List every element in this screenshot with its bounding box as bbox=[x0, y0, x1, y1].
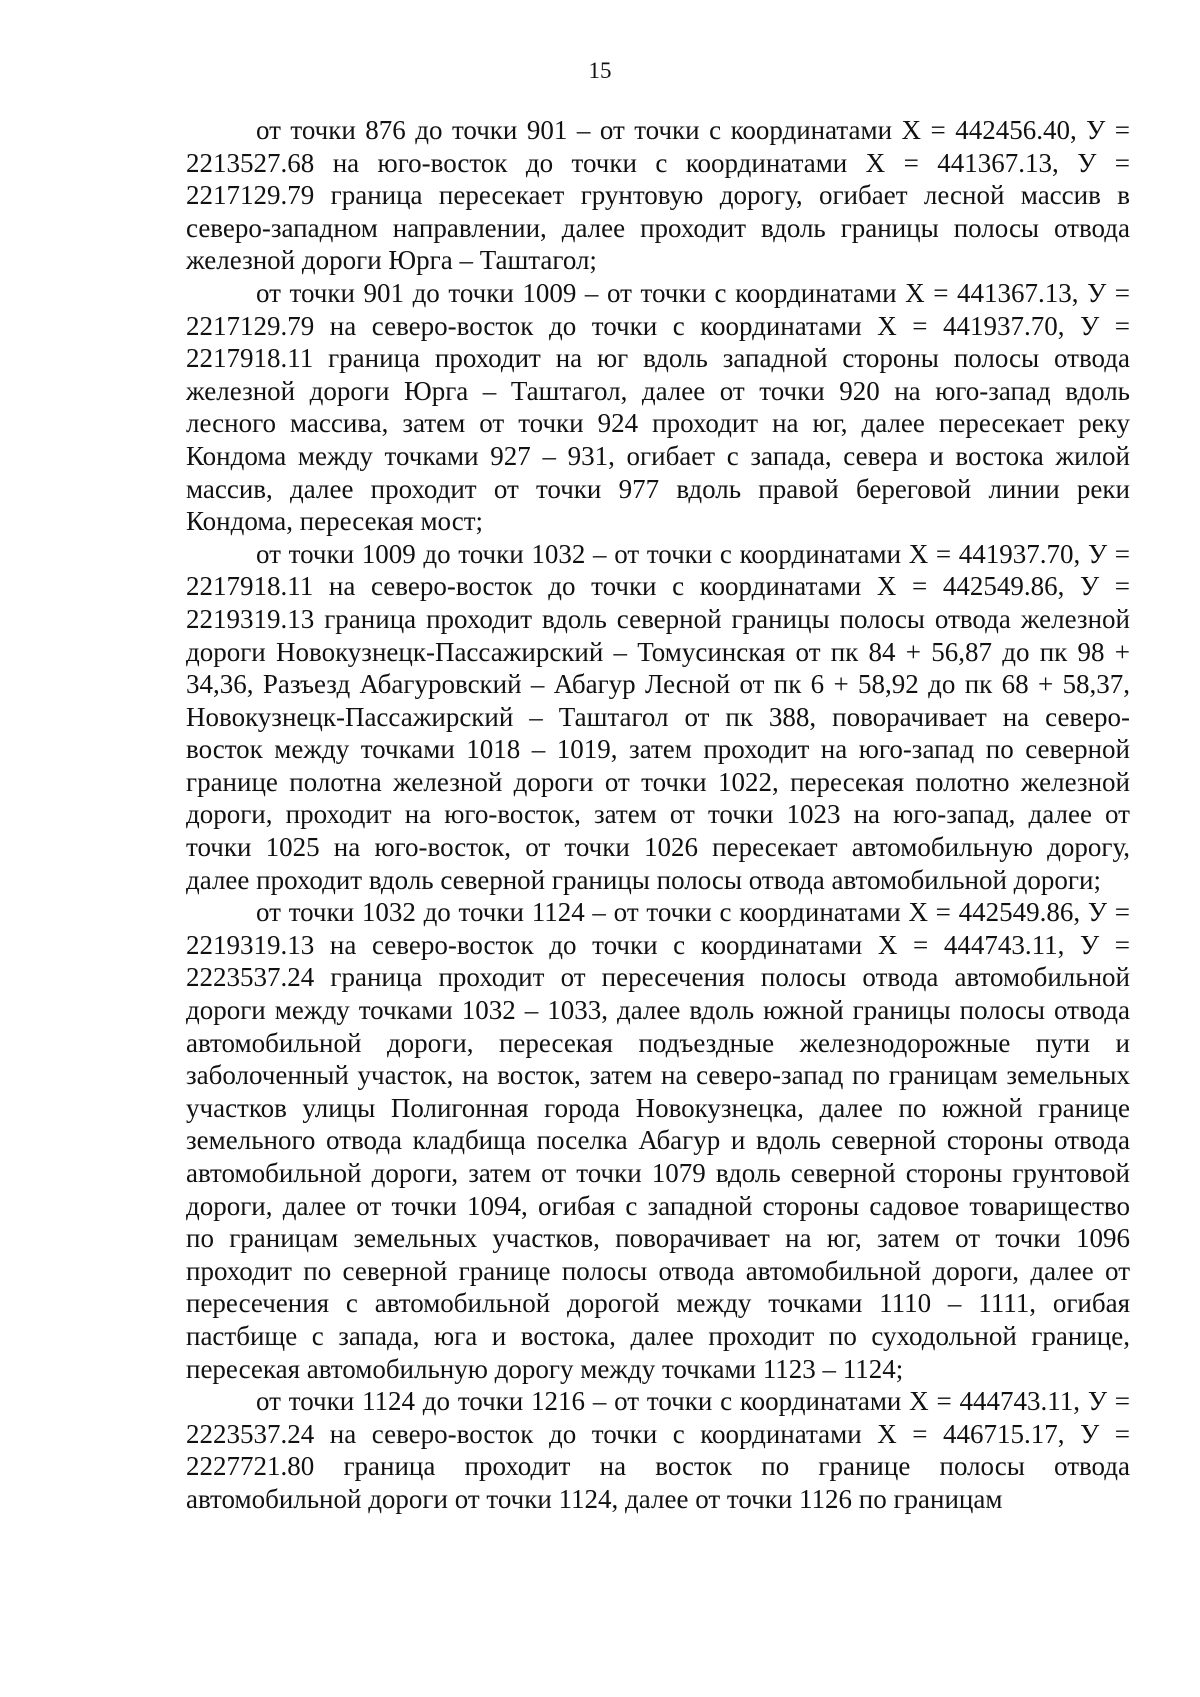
paragraph-1124-1216: от точки 1124 до точки 1216 – от точки с координатами Х = 444743.11, У = 2223537.24 на северо-восток до точки с координатами Х = 446715.17, У = 2227721.80 граница проходит на восток по границе полосы отвода автомобильной дороги от точки 1124, далее от точки 1126 по границам bbox=[186, 1386, 1130, 1514]
paragraph-901-1009: от точки 901 до точки 1009 – от точки с координатами Х = 441367.13, У = 2217129.79 на северо-восток до точки с координатами Х = 441937.70, У = 2217918.11 граница проходит на юг вдоль западной стороны полосы отвода железной дороги Юрга – Таштагол, далее от точки 920 на юго-запад вдоль лесного массива, затем от точки 924 проходит на юг, далее пересекает реку Кондома между точками 927 – 931, огибает с запада, севера и востока жилой массив, далее проходит от точки 977 вдоль правой береговой линии реки Кондома, пересекая мост; bbox=[186, 277, 1130, 537]
paragraph-876-901: от точки 876 до точки 901 – от точки с координатами Х = 442456.40, У = 2213527.68 на юго-восток до точки с координатами Х = 441367.13, У = 2217129.79 граница пересекает грунтовую дорогу, огибает лесной массив в северо-западном направлении, далее проходит вдоль границы полосы отвода железной дороги Юрга – Таштагол; bbox=[186, 115, 1130, 276]
paragraph-1009-1032: от точки 1009 до точки 1032 – от точки с координатами Х = 441937.70, У = 2217918.11 на северо-восток до точки с координатами Х = 442549.86, У = 2219319.13 граница проходит вдоль северной границы полосы отвода железной дороги Новокузнецк-Пассажирский – Томусинская от пк 84 + 56,87 до пк 98 + 34,36, Разъезд Абагуровский – Абагур Лесной от пк 6 + 58,92 до пк 68 + 58,37, Новокузнецк-Пассажирский – Таштагол от пк 388, поворачивает на северо-восток между точками 1018 – 1019, затем проходит на юго-запад по северной границе полотна железной дороги от точки 1022, пересекая полотно железной дороги, проходит на юго-восток, затем от точки 1023 на юго-запад, далее от точки 1025 на юго-восток, от точки 1026 пересекает автомобильную дорогу, далее проходит вдоль северной границы полосы отвода автомобильной дороги; bbox=[186, 538, 1130, 895]
page-number: 15 bbox=[588, 58, 612, 83]
document-body bbox=[186, 114, 1130, 1516]
paragraph-1032-1124: от точки 1032 до точки 1124 – от точки с координатами Х = 442549.86, У = 2219319.13 на северо-восток до точки с координатами Х = 444743.11, У = 2223537.24 граница проходит от пересечения полосы отвода автомобильной дороги между точками 1032 – 1033, далее вдоль южной границы полосы отвода автомобильной дороги, пересекая подъездные железнодорожные пути и заболоченный участок, на восток, затем на северо-запад по границам земельных участков улицы Полигонная города Новокузнецка, далее по южной границе земельного отвода кладбища поселка Абагур и вдоль северной стороны отвода автомобильной дороги, затем от точки 1079 вдоль северной стороны грунтовой дороги, далее от точки 1094, огибая с западной стороны садовое товарищество по границам земельных участков, поворачивает на юг, затем от точки 1096 проходит по северной границе полосы отвода автомобильной дороги, далее от пересечения с автомобильной дорогой между точками 1110 – 1111, огибая пастбище с запада, юга и востока, далее проходит по суходольной границе, пересекая автомобильную дорогу между точками 1123 – 1124; bbox=[186, 897, 1130, 1384]
